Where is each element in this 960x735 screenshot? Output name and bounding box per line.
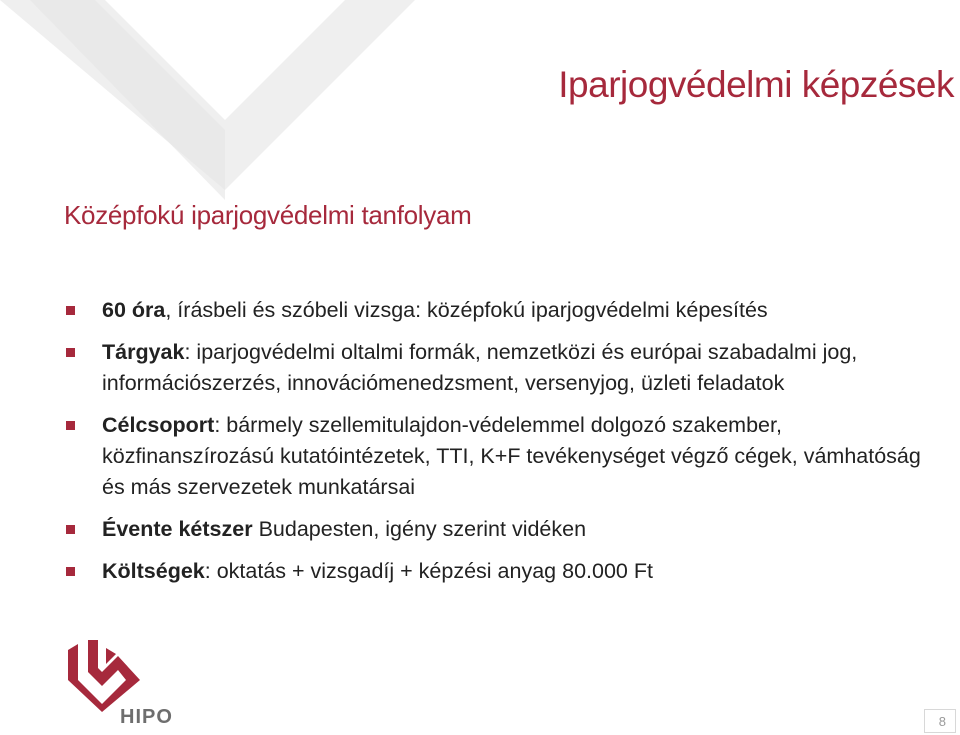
background-chevron-decoration: [0, 0, 420, 300]
bullet-label: Évente kétszer: [102, 517, 253, 541]
bullet-text: , írásbeli és szóbeli vizsga: középfokú iparjogvédelmi képesítés: [165, 298, 768, 322]
bullet-label: Célcsoport: [102, 413, 215, 437]
hipo-logo-icon: [62, 640, 142, 712]
page-number: 8: [938, 714, 946, 729]
bullet-item-frequency: [64, 514, 944, 545]
bullet-text: : oktatás + vizsgadíj + képzési anyag 80.000 Ft: [204, 559, 653, 583]
square-bullet-icon: [66, 348, 75, 357]
bullet-label: Költségek: [102, 559, 205, 583]
bullet-item-costs: [64, 556, 944, 587]
logo-text: HIPO: [120, 706, 173, 728]
square-bullet-icon: [66, 306, 75, 315]
hipo-logo: [62, 640, 172, 730]
bullet-text: : bármely szellemitulajdon-védelemmel dolgozó szakember, közfinanszírozású kutatóintézetek, TTI, K+F tevékenységet végző cégek, vámhatóság és más szervezetek munkatársai: [102, 413, 921, 499]
bullet-list: [64, 295, 944, 598]
square-bullet-icon: [66, 525, 75, 534]
bullet-item-duration: [64, 295, 944, 326]
bullet-text: : iparjogvédelmi oltalmi formák, nemzetközi és európai szabadalmi jog, információszerzés, innovációmenedzsment, versenyjog, üzleti feladatok: [102, 340, 858, 395]
bullet-item-subjects: [64, 337, 944, 399]
slide-subtitle: Középfokú iparjogvédelmi tanfolyam: [64, 200, 472, 230]
square-bullet-icon: [66, 421, 75, 430]
square-bullet-icon: [66, 567, 75, 576]
bullet-label: Tárgyak: [102, 340, 185, 364]
slide-title: Iparjogvédelmi képzések: [558, 64, 954, 105]
bullet-text: Budapesten, igény szerint vidéken: [252, 517, 587, 541]
bullet-item-target-group: [64, 410, 944, 503]
bullet-label: 60 óra: [102, 298, 166, 322]
